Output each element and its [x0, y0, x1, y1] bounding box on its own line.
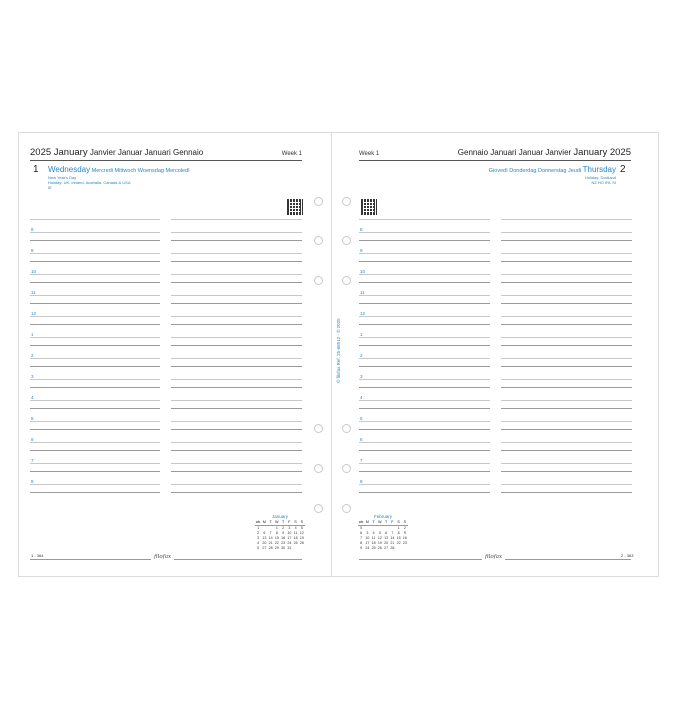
hour-line[interactable] [30, 429, 160, 430]
hour-label: 4 [360, 395, 363, 400]
hour-line[interactable] [501, 261, 632, 262]
hour-line[interactable] [30, 240, 160, 241]
left-brand-logo: filofax [151, 554, 174, 560]
half-hour-line [30, 337, 160, 338]
minical-weekday-header: M [262, 520, 266, 524]
hour-line[interactable] [30, 303, 160, 304]
minical-day: 20 [262, 541, 267, 545]
minical-day: 6 [385, 531, 388, 535]
half-hour-line [501, 274, 632, 275]
minical-day: 17 [365, 541, 370, 545]
minical-day: 14 [390, 536, 395, 540]
right-day-name-other: Giovedì Donderdag Donnerstag Jeudi [488, 168, 582, 174]
half-hour-line [359, 484, 490, 485]
hour-line[interactable] [359, 408, 490, 409]
hour-line[interactable] [359, 345, 490, 346]
hour-line[interactable] [171, 408, 302, 409]
hour-line[interactable] [359, 471, 490, 472]
half-hour-line [30, 421, 160, 422]
hour-line[interactable] [359, 450, 490, 451]
hour-label: 11 [360, 290, 365, 295]
punch-hole [342, 464, 351, 473]
left-month-title [30, 147, 203, 158]
hour-line[interactable] [30, 366, 160, 367]
minical-week-number: 5 [257, 546, 260, 550]
right-minical-month: February [373, 514, 392, 519]
ruled-line [359, 219, 490, 220]
half-hour-line [30, 316, 160, 317]
minical-weekday-header: S [397, 520, 400, 524]
hour-line[interactable] [359, 240, 490, 241]
left-qr-code [287, 199, 303, 215]
hour-line[interactable] [171, 366, 302, 367]
punch-hole [314, 236, 323, 245]
left-holiday-line: IE [48, 185, 52, 190]
half-hour-line [171, 316, 302, 317]
half-hour-line [501, 358, 632, 359]
hour-line[interactable] [501, 282, 632, 283]
half-hour-line [359, 316, 490, 317]
punch-hole [314, 197, 323, 206]
minical-day: 12 [377, 536, 382, 540]
half-hour-line [171, 295, 302, 296]
minical-day: 18 [371, 541, 376, 545]
left-week-label: Week 1 [281, 151, 302, 157]
minical-weekday-header: S [403, 520, 407, 524]
minical-day: 7 [391, 531, 394, 535]
minical-day: 14 [268, 536, 273, 540]
hour-label: 10 [360, 269, 366, 274]
minical-day: 9 [282, 531, 285, 535]
left-page-number: 1 - 364 [31, 553, 44, 558]
hour-line[interactable] [171, 282, 302, 283]
hour-label: 1 [360, 332, 363, 337]
half-hour-line [501, 232, 632, 233]
minical-day: 13 [384, 536, 389, 540]
half-hour-line [30, 379, 160, 380]
minical-day: 6 [263, 531, 266, 535]
half-hour-line [501, 379, 632, 380]
hour-line[interactable] [359, 492, 490, 493]
right-day-name [489, 165, 616, 174]
half-hour-line [359, 442, 490, 443]
minical-week-number: 1 [257, 526, 260, 530]
half-hour-line [501, 337, 632, 338]
ruled-line [501, 219, 632, 220]
hour-line[interactable] [171, 450, 302, 451]
hour-line[interactable] [171, 429, 302, 430]
hour-line[interactable] [171, 345, 302, 346]
half-hour-line [501, 253, 632, 254]
left-day-name-en: Wednesday [48, 165, 91, 174]
punch-hole [342, 276, 351, 285]
hour-label: 9 [360, 248, 363, 253]
minical-day: 8 [397, 531, 400, 535]
left-day-name-other: Mercredi Mittwoch Woensdag Mercoledì [91, 168, 190, 174]
half-hour-line [30, 463, 160, 464]
half-hour-line [171, 379, 302, 380]
half-hour-line [359, 463, 490, 464]
minical-week-number: 7 [360, 536, 363, 540]
hour-line[interactable] [501, 471, 632, 472]
half-hour-line [171, 442, 302, 443]
right-month-title [458, 147, 631, 158]
half-hour-line [171, 463, 302, 464]
half-hour-line [501, 295, 632, 296]
minical-weekday-header: wk [358, 520, 364, 524]
hour-line[interactable] [501, 387, 632, 388]
right-minical-grid [358, 520, 408, 551]
hour-label: 10 [31, 269, 37, 274]
half-hour-line [501, 400, 632, 401]
minical-day: 20 [384, 541, 389, 545]
minical-day: 13 [262, 536, 267, 540]
minical-weekday-header: T [383, 520, 389, 526]
half-hour-line [30, 484, 160, 485]
half-hour-line [171, 337, 302, 338]
diary-spread [18, 132, 659, 577]
half-hour-line [501, 421, 632, 422]
minical-day: 11 [371, 536, 376, 540]
hour-line[interactable] [171, 303, 302, 304]
minical-day: 7 [269, 531, 272, 535]
right-page-number: 2 - 363 [621, 553, 634, 558]
punch-hole [314, 424, 323, 433]
half-hour-line [171, 400, 302, 401]
half-hour-line [30, 358, 160, 359]
half-hour-line [501, 316, 632, 317]
half-hour-line [30, 253, 160, 254]
minical-weekday-header: T [268, 520, 274, 526]
half-hour-line [30, 295, 160, 296]
hour-line[interactable] [171, 261, 302, 262]
minical-day: 28 [390, 546, 395, 550]
half-hour-line [171, 484, 302, 485]
minical-week-number: 5 [360, 526, 363, 530]
half-hour-line [30, 232, 160, 233]
hour-line[interactable] [501, 450, 632, 451]
half-hour-line [501, 463, 632, 464]
hour-label: 8 [360, 227, 363, 232]
minical-day: 22 [396, 541, 401, 545]
minical-day: 31 [287, 546, 292, 550]
hour-line[interactable] [359, 366, 490, 367]
minical-day: 23 [281, 541, 286, 545]
minical-weekday-header: W [378, 520, 382, 524]
hour-line[interactable] [30, 408, 160, 409]
hour-label: 8 [31, 479, 34, 484]
minical-day [299, 546, 305, 551]
punch-hole [314, 504, 323, 513]
minical-week-number: 2 [257, 531, 260, 535]
minical-weekday-header: T [280, 520, 286, 526]
minical-day: 27 [262, 546, 267, 550]
punch-hole [342, 236, 351, 245]
hour-line[interactable] [30, 492, 160, 493]
minical-week-number: 3 [257, 536, 260, 540]
minical-weekday-header: M [365, 520, 369, 524]
minical-day: 29 [274, 546, 279, 550]
minical-weekday-header: T [371, 520, 377, 526]
right-holiday-line: Holiday: Scotland [584, 175, 616, 180]
minical-day: 5 [378, 531, 381, 535]
minical-week-number: 4 [257, 541, 260, 545]
hour-label: 8 [360, 479, 363, 484]
half-hour-line [359, 421, 490, 422]
minical-day: 10 [365, 536, 370, 540]
hour-label: 8 [31, 227, 34, 232]
right-mini-calendar [358, 514, 408, 551]
half-hour-line [501, 442, 632, 443]
right-qr-code [361, 199, 377, 215]
minical-week-number: 9 [360, 546, 363, 550]
minical-day: 19 [377, 541, 382, 545]
minical-day: 4 [294, 526, 297, 530]
left-minical-month: January [271, 514, 288, 519]
hour-line[interactable] [501, 345, 632, 346]
hour-line[interactable] [501, 324, 632, 325]
minical-day: 24 [365, 546, 370, 550]
hour-label: 2 [360, 353, 363, 358]
left-day-number: 1 [33, 164, 39, 175]
hour-line[interactable] [501, 408, 632, 409]
hour-label: 2 [31, 353, 34, 358]
left-page-header [30, 145, 302, 161]
right-holiday-line: NZ HO IRL SI [591, 180, 616, 185]
hour-line[interactable] [30, 387, 160, 388]
ruled-line [30, 219, 160, 220]
hour-line[interactable] [171, 324, 302, 325]
minical-day: 4 [372, 531, 375, 535]
half-hour-line [171, 274, 302, 275]
minical-day: 16 [402, 536, 407, 540]
hour-line[interactable] [501, 240, 632, 241]
left-page [19, 133, 331, 576]
right-year-month: January 2025 [573, 147, 631, 158]
hour-line[interactable] [501, 303, 632, 304]
half-hour-line [359, 232, 490, 233]
minical-day: 16 [281, 536, 286, 540]
right-day-number: 2 [620, 164, 626, 175]
hour-line[interactable] [30, 471, 160, 472]
left-holiday-line: Holiday: UK, Ireland, Australia, Canada & USA [48, 180, 131, 185]
left-month-languages: Janvier Januar Januari Gennaio [89, 148, 204, 157]
minical-day: 19 [299, 536, 304, 540]
hour-line[interactable] [30, 450, 160, 451]
minical-day: 3 [288, 526, 291, 530]
minical-day: 15 [396, 536, 401, 540]
minical-day: 22 [274, 541, 279, 545]
hour-label: 12 [31, 311, 37, 316]
minical-weekday-header: F [286, 520, 292, 526]
hour-line[interactable] [359, 387, 490, 388]
minical-day [402, 546, 408, 551]
minical-weekday-header: wk [255, 520, 261, 524]
punch-hole [342, 424, 351, 433]
hour-line[interactable] [359, 282, 490, 283]
left-year-month: 2025 January [30, 147, 88, 158]
minical-day: 1 [397, 526, 400, 530]
hour-line[interactable] [171, 240, 302, 241]
half-hour-line [30, 274, 160, 275]
right-day-name-en: Thursday [582, 165, 616, 174]
hour-label: 7 [360, 458, 363, 463]
hour-label: 9 [31, 248, 34, 253]
half-hour-line [359, 379, 490, 380]
left-minical-grid [255, 520, 305, 551]
minical-weekday-header: S [300, 520, 304, 524]
hour-line[interactable] [501, 492, 632, 493]
minical-day: 27 [384, 546, 389, 550]
hour-label: 12 [360, 311, 366, 316]
hour-line[interactable] [359, 324, 490, 325]
hour-label: 11 [31, 290, 36, 295]
left-holiday-line: New Year's Day [48, 175, 77, 180]
minical-day: 24 [287, 541, 292, 545]
half-hour-line [359, 253, 490, 254]
punch-hole [342, 197, 351, 206]
minical-day: 10 [287, 531, 292, 535]
hour-line[interactable] [359, 303, 490, 304]
hour-label: 6 [360, 437, 363, 442]
minical-day: 11 [293, 531, 298, 535]
vertical-imprint: © filofax Ref. 25-68512 · © 2025 [336, 318, 341, 383]
minical-day: 3 [366, 531, 369, 535]
punch-hole [314, 276, 323, 285]
minical-day: 1 [275, 526, 278, 530]
minical-day: 30 [281, 546, 286, 550]
minical-day: 8 [275, 531, 278, 535]
half-hour-line [171, 358, 302, 359]
minical-day: 12 [299, 531, 304, 535]
minical-day: 2 [282, 526, 285, 530]
hour-line[interactable] [501, 429, 632, 430]
minical-weekday-header: F [389, 520, 395, 526]
half-hour-line [171, 253, 302, 254]
minical-day: 9 [403, 531, 406, 535]
minical-day: 5 [300, 526, 303, 530]
minical-weekday-header: S [294, 520, 297, 524]
hour-line[interactable] [171, 471, 302, 472]
right-month-languages: Gennaio Januari Januar Janvier [457, 148, 572, 157]
minical-day: 18 [293, 536, 298, 540]
minical-week-number: 8 [360, 541, 363, 545]
hour-label: 3 [360, 374, 363, 379]
minical-week-number: 6 [360, 531, 363, 535]
minical-day: 15 [274, 536, 279, 540]
half-hour-line [30, 442, 160, 443]
minical-day: 21 [268, 541, 273, 545]
half-hour-line [359, 295, 490, 296]
hour-label: 3 [31, 374, 34, 379]
half-hour-line [30, 400, 160, 401]
hour-line[interactable] [30, 345, 160, 346]
half-hour-line [359, 358, 490, 359]
right-page-header [359, 145, 631, 161]
ruled-line [171, 219, 302, 220]
hour-label: 7 [31, 458, 34, 463]
hour-line[interactable] [359, 261, 490, 262]
left-day-name [48, 165, 190, 174]
hour-line[interactable] [171, 492, 302, 493]
right-page [332, 133, 660, 576]
hour-line[interactable] [501, 366, 632, 367]
hour-line[interactable] [359, 429, 490, 430]
punch-hole [342, 504, 351, 513]
minical-weekday-header: W [275, 520, 279, 524]
minical-day: 2 [403, 526, 406, 530]
hour-line[interactable] [30, 261, 160, 262]
left-mini-calendar [255, 514, 305, 551]
hour-label: 4 [31, 395, 34, 400]
minical-day: 17 [287, 536, 292, 540]
half-hour-line [359, 400, 490, 401]
minical-day: 21 [390, 541, 395, 545]
hour-label: 6 [31, 437, 34, 442]
half-hour-line [171, 421, 302, 422]
hour-line[interactable] [30, 282, 160, 283]
minical-day: 25 [371, 546, 376, 550]
half-hour-line [359, 337, 490, 338]
hour-line[interactable] [30, 324, 160, 325]
minical-day: 26 [377, 546, 382, 550]
minical-day: 25 [293, 541, 298, 545]
hour-label: 1 [31, 332, 34, 337]
right-brand-logo: filofax [482, 554, 505, 560]
hour-label: 5 [31, 416, 34, 421]
minical-day: 28 [268, 546, 273, 550]
minical-day: 23 [402, 541, 407, 545]
half-hour-line [171, 232, 302, 233]
half-hour-line [501, 484, 632, 485]
hour-label: 5 [360, 416, 363, 421]
right-week-label: Week 1 [359, 151, 380, 157]
minical-day: 26 [299, 541, 304, 545]
punch-hole [314, 464, 323, 473]
half-hour-line [359, 274, 490, 275]
hour-line[interactable] [171, 387, 302, 388]
